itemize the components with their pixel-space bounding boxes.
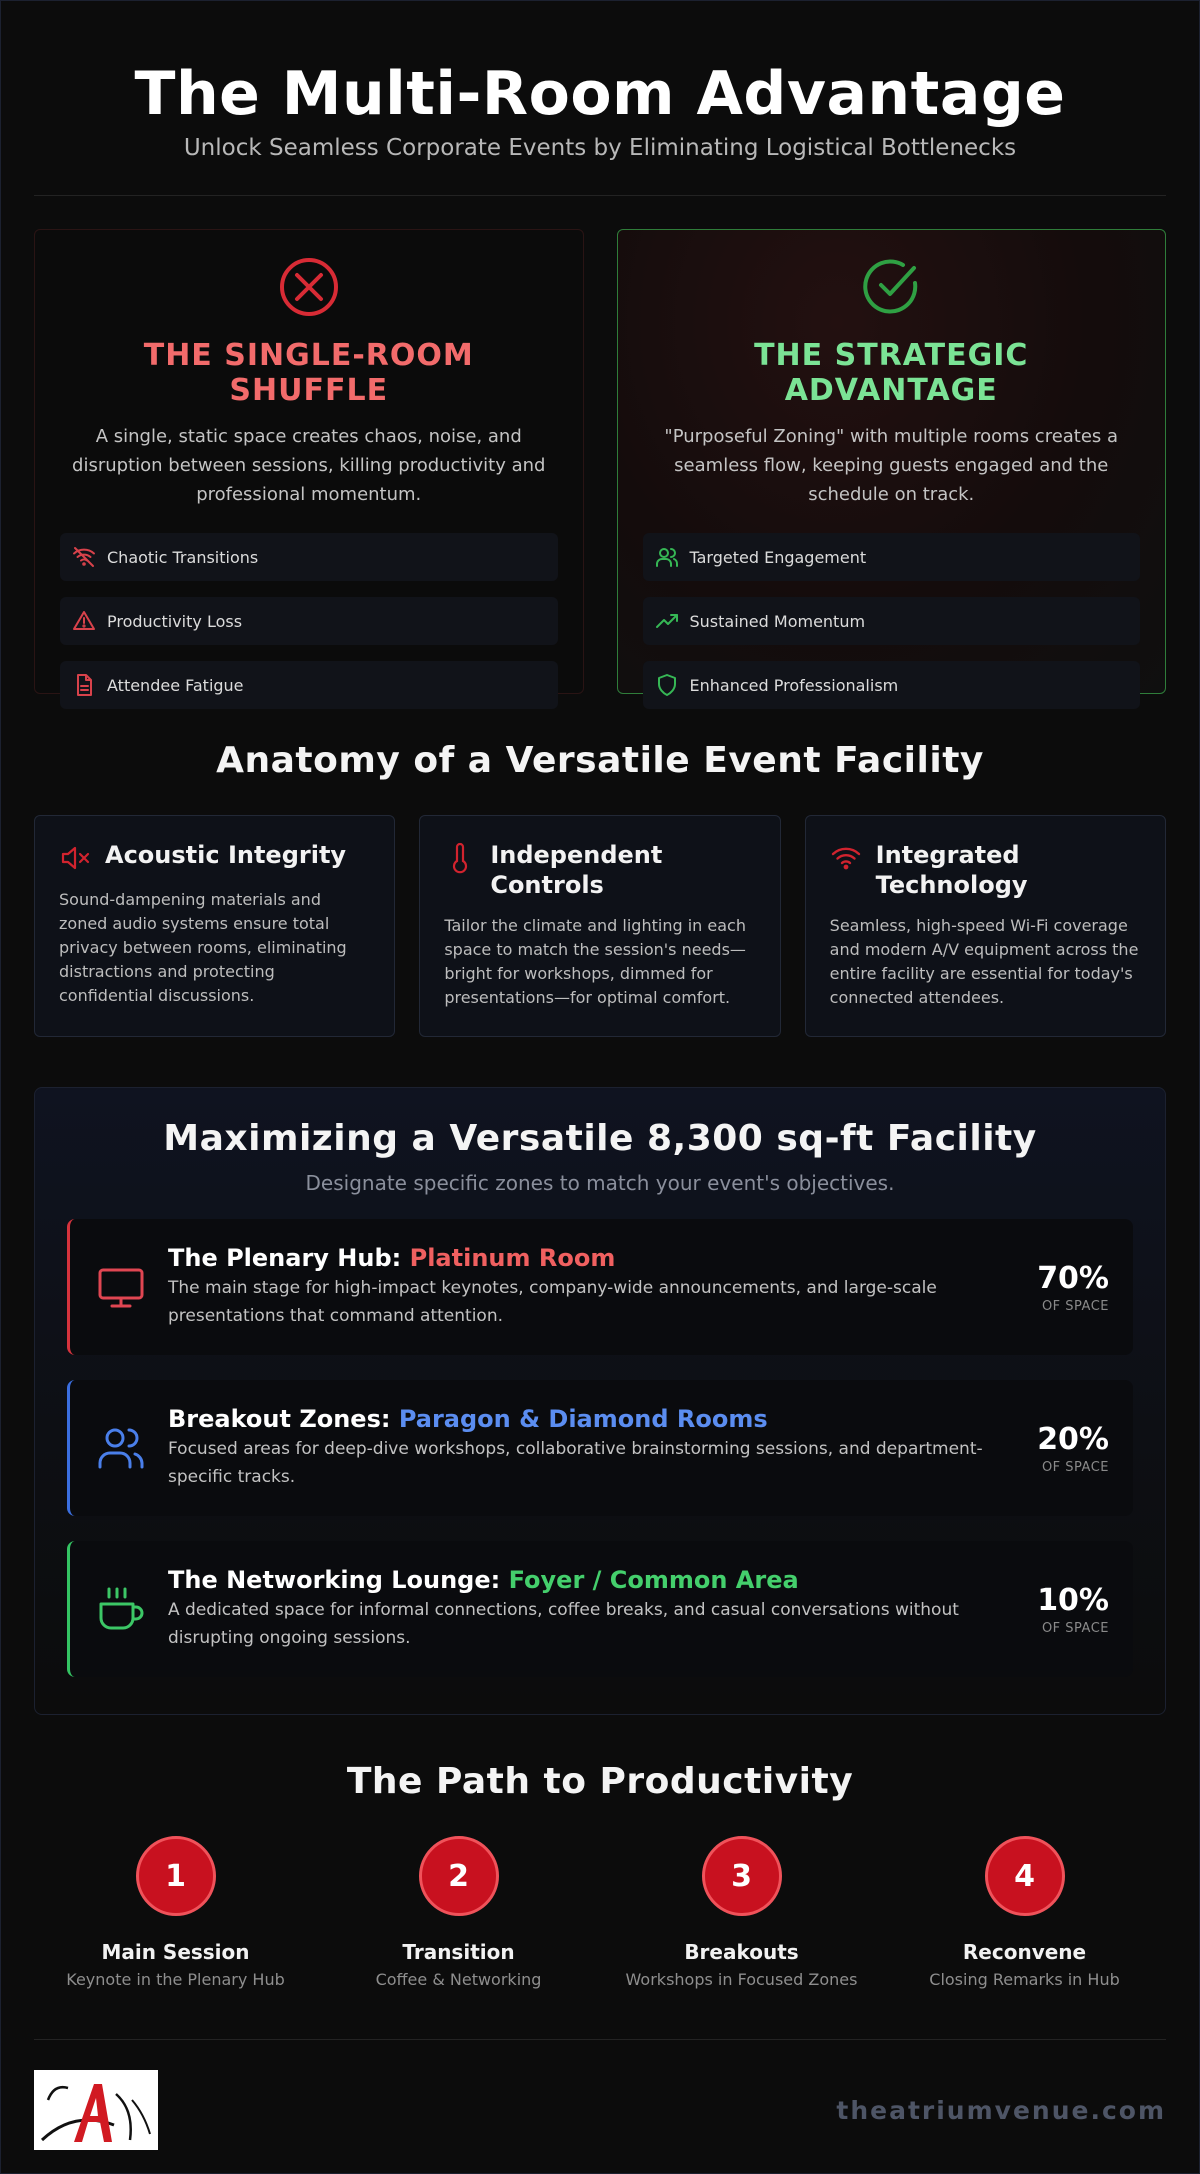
facility-subtitle: Designate specific zones to match your event's objectives. — [305, 1171, 895, 1195]
divider — [34, 195, 1166, 196]
page-subtitle: Unlock Seamless Corporate Events by Eliminating Logistical Bottlenecks — [183, 135, 1017, 161]
warning-icon — [72, 609, 96, 633]
step-main-session — [34, 1836, 317, 1989]
zone-percentage: 20% — [1037, 1421, 1109, 1457]
pill-label: Enhanced Professionalism — [689, 675, 899, 695]
step-name: Transition — [402, 1940, 515, 1964]
volume-mute-icon — [59, 842, 91, 874]
atrium-logo — [34, 2070, 158, 2150]
feature-desc: Seamless, high-speed Wi-Fi coverage and modern A/V equipment across the entire facility are essential for today's connected attendees. — [829, 916, 1139, 1007]
single-room-desc: A single, static space creates chaos, noise, and disruption between sessions, killing productivity and professional momentum. — [72, 426, 546, 505]
pill-productivity-loss — [60, 597, 558, 645]
pill-label: Attendee Fatigue — [107, 675, 244, 695]
step-subtitle: Coffee & Networking — [375, 1970, 542, 1989]
coffee-icon — [96, 1584, 146, 1634]
zone-percentage: 70% — [1037, 1260, 1109, 1296]
pill-sustained-momentum — [643, 597, 1141, 645]
zone-desc: A dedicated space for informal connections, coffee breaks, and casual conversations without disrupting ongoing sessions. — [168, 1600, 959, 1648]
zone-label: The Plenary Hub: — [168, 1244, 402, 1272]
step-subtitle: Workshops in Focused Zones — [625, 1970, 858, 1989]
feature-cards — [34, 815, 1166, 1037]
step-breakouts — [600, 1836, 883, 1989]
shield-icon — [655, 673, 679, 697]
check-circle-icon — [860, 256, 922, 318]
zone-desc: Focused areas for deep-dive workshops, collaborative brainstorming sessions, and department-specific tracks. — [168, 1439, 983, 1487]
comparison-section — [34, 229, 1166, 694]
pill-chaotic-transitions — [60, 533, 558, 581]
pill-label: Sustained Momentum — [689, 611, 866, 631]
document-icon — [72, 673, 96, 697]
header — [34, 1, 1166, 161]
thermometer-icon — [444, 842, 476, 874]
feature-independent-controls — [419, 815, 780, 1037]
step-number: 2 — [419, 1836, 499, 1916]
facility-title: Maximizing a Versatile 8,300 sq-ft Facility — [163, 1118, 1037, 1159]
zone-percentage-label: OF SPACE — [1041, 1620, 1109, 1636]
strategic-advantage-title: THE STRATEGIC ADVANTAGE — [754, 338, 1029, 408]
pill-label: Targeted Engagement — [689, 547, 867, 567]
zone-room-name: Platinum Room — [409, 1244, 616, 1272]
zone-heading — [168, 1566, 999, 1594]
step-subtitle: Keynote in the Plenary Hub — [66, 1970, 285, 1989]
single-room-card — [34, 229, 584, 694]
feature-desc: Sound-dampening materials and zoned audio systems ensure total privacy between rooms, eliminating distractions and protecting confidential discussions. — [59, 890, 347, 1005]
facility-panel — [34, 1087, 1166, 1715]
anatomy-title: Anatomy of a Versatile Event Facility — [216, 740, 984, 781]
wifi-icon — [830, 842, 862, 874]
step-number: 1 — [136, 1836, 216, 1916]
zone-networking-lounge — [67, 1541, 1133, 1677]
step-transition — [317, 1836, 600, 1989]
monitor-icon — [96, 1262, 146, 1312]
single-room-title: THE SINGLE-ROOM SHUFFLE — [143, 338, 474, 408]
strategic-advantage-desc: "Purposeful Zoning" with multiple rooms creates a seamless flow, keeping guests engaged and the schedule on track. — [664, 426, 1119, 505]
pill-enhanced-professionalism — [643, 661, 1141, 709]
zone-heading — [168, 1244, 999, 1272]
feature-title: Acoustic Integrity — [105, 841, 347, 869]
x-circle-icon — [278, 256, 340, 318]
step-name: Breakouts — [684, 1940, 799, 1964]
path-steps — [34, 1836, 1166, 1989]
step-number: 4 — [985, 1836, 1065, 1916]
zone-label: Breakout Zones: — [168, 1405, 391, 1433]
step-reconvene — [883, 1836, 1166, 1989]
zone-plenary-hub — [67, 1219, 1133, 1355]
users-icon — [96, 1423, 146, 1473]
pill-label: Chaotic Transitions — [107, 547, 259, 567]
page-title: The Multi-Room Advantage — [134, 59, 1066, 129]
step-name: Reconvene — [962, 1940, 1087, 1964]
feature-title: Independent Controls — [490, 841, 663, 899]
feature-desc: Tailor the climate and lighting in each space to match the session's needs—bright for workshops, dimmed for presentations—for optimal comfort. — [444, 916, 746, 1007]
zone-percentage-label: OF SPACE — [1041, 1298, 1109, 1314]
strategic-advantage-card — [617, 229, 1167, 694]
zone-room-name: Paragon & Diamond Rooms — [398, 1405, 768, 1433]
zone-percentage-label: OF SPACE — [1041, 1459, 1109, 1475]
zone-label: The Networking Lounge: — [168, 1566, 501, 1594]
zone-breakout — [67, 1380, 1133, 1516]
step-name: Main Session — [101, 1940, 250, 1964]
feature-acoustic-integrity — [34, 815, 395, 1037]
pill-label: Productivity Loss — [107, 611, 243, 631]
step-number: 3 — [702, 1836, 782, 1916]
footer — [34, 2070, 1166, 2150]
path-title: The Path to Productivity — [346, 1761, 854, 1802]
divider — [34, 2039, 1166, 2040]
trending-up-icon — [655, 609, 679, 633]
pill-targeted-engagement — [643, 533, 1141, 581]
feature-title: Integrated Technology — [875, 841, 1028, 899]
feature-integrated-technology — [805, 815, 1166, 1037]
wifi-off-icon — [72, 545, 96, 569]
zone-percentage: 10% — [1037, 1582, 1109, 1618]
zone-desc: The main stage for high-impact keynotes, company-wide announcements, and large-scale presentations that command attention. — [168, 1278, 937, 1326]
pill-attendee-fatigue — [60, 661, 558, 709]
website-url[interactable]: theatriumvenue.com — [836, 2095, 1166, 2125]
zone-room-name: Foyer / Common Area — [508, 1566, 799, 1594]
users-icon — [655, 545, 679, 569]
step-subtitle: Closing Remarks in Hub — [929, 1970, 1120, 1989]
zone-heading — [168, 1405, 999, 1433]
